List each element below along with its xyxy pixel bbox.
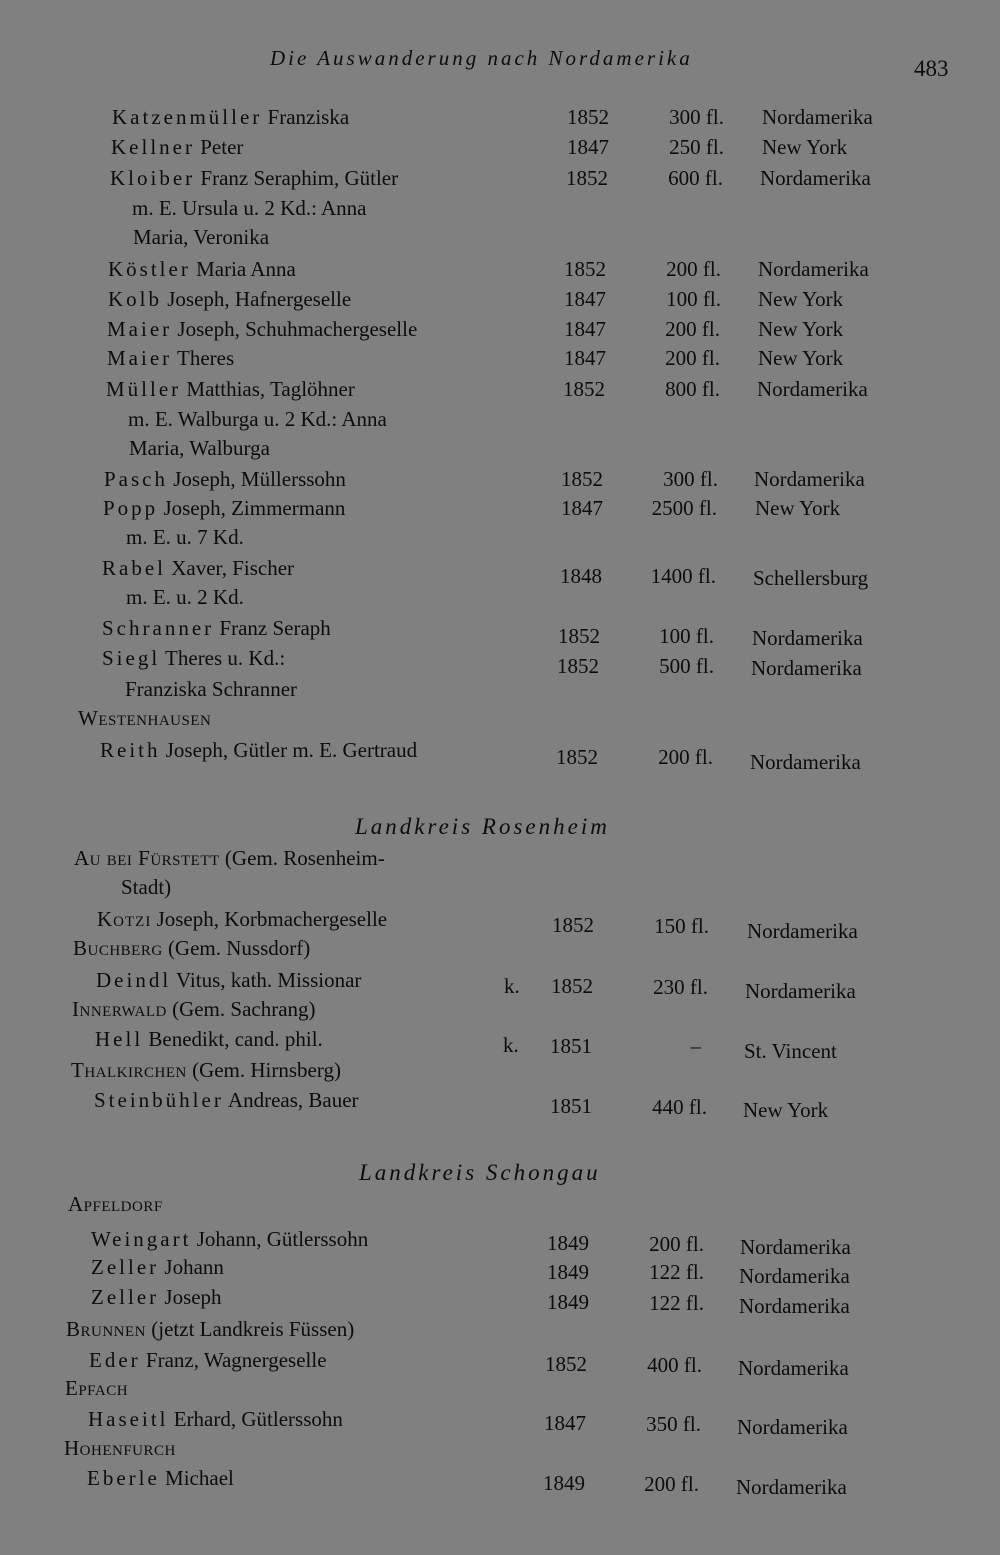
entry-amount: 230 fl. (653, 975, 708, 999)
entry-amount: 200 fl. (649, 1232, 704, 1256)
entry-amount: 200 fl. (658, 745, 713, 769)
place-heading (66, 1314, 354, 1344)
entry-details: Joseph, Gütler m. E. Gertraud (160, 738, 418, 762)
entry-surname: Katzenmüller (112, 105, 263, 129)
entry-details: Vitus, kath. Missionar (171, 968, 362, 992)
place-heading (65, 1373, 128, 1403)
entry-destination: Nordamerika (750, 750, 861, 774)
entry-amount: 350 fl. (646, 1412, 701, 1436)
entry-details: Joseph, Hafnergeselle (162, 287, 352, 311)
entry-destination: Nordamerika (758, 257, 869, 281)
entry-continuation: m. E. u. 2 Kd. (126, 585, 244, 609)
entry-year: 1849 (547, 1290, 589, 1314)
entry-year: 1852 (558, 624, 600, 648)
entry-year: 1847 (544, 1411, 586, 1435)
entry-destination: Nordamerika (751, 656, 862, 680)
entry-destination: Nordamerika (740, 1235, 851, 1259)
place-heading (64, 1433, 176, 1463)
entry-amount: 300 fl. (663, 467, 718, 491)
entry-mark: k. (503, 1033, 519, 1057)
place-heading: Westenhausen (78, 706, 212, 730)
entry-row (107, 314, 907, 344)
place-note: (Gem. Nussdorf) (162, 936, 311, 960)
entry-destination: Nordamerika (739, 1264, 850, 1288)
entry-row (111, 132, 911, 162)
entry-details: Joseph, Schuhmachergeselle (172, 317, 418, 341)
entry-year: 1847 (564, 346, 606, 370)
entry-amount: 440 fl. (652, 1095, 707, 1119)
entry-year: 1852 (561, 467, 603, 491)
entry-year: 1852 (566, 166, 608, 190)
entry-row (95, 1024, 895, 1063)
entry-surname: Eder (89, 1348, 141, 1372)
entry-destination: Nordamerika (757, 377, 868, 401)
entry-details: Matthias, Taglöhner (181, 377, 355, 401)
entry-details: Franziska (262, 105, 350, 129)
place-heading (72, 994, 316, 1024)
entry-amount: 600 fl. (668, 166, 723, 190)
entry-row (100, 735, 900, 774)
entry-destination: Nordamerika (737, 1415, 848, 1439)
place-continuation: Stadt) (121, 875, 172, 899)
entry-row (94, 1085, 894, 1122)
running-head: Die Auswanderung nach Nordamerika (270, 46, 693, 70)
entry-amount: 400 fl. (647, 1353, 702, 1377)
entry-details: Johann, Gütlerssohn (191, 1227, 369, 1251)
entry-destination: Nordamerika (762, 105, 873, 129)
entry-amount: 100 fl. (659, 624, 714, 648)
entry-surname: Schranner (102, 616, 215, 640)
entry-amount: 2500 fl. (651, 496, 717, 520)
entry-details: Franz Seraph (214, 616, 331, 640)
entry-mark: k. (504, 974, 520, 998)
entry-year: 1852 (545, 1352, 587, 1376)
entry-details: Benedikt, cand. phil. (143, 1027, 323, 1051)
entry-details: Franz Seraphim, Gütler (195, 166, 399, 190)
entry-amount: 122 fl. (649, 1260, 704, 1284)
entry-year: 1852 (564, 257, 606, 281)
entry-destination: New York (743, 1098, 829, 1122)
entry-year: 1847 (561, 496, 603, 520)
entry-year: 1852 (563, 377, 605, 401)
entry-year: 1852 (556, 745, 598, 769)
entry-row (112, 102, 912, 132)
entry-row (110, 163, 910, 193)
entry-continuation: m. E. Walburga u. 2 Kd.: Anna (128, 407, 387, 431)
entry-row (106, 374, 906, 404)
entry-row (103, 493, 903, 523)
entry-destination: Schellersburg (753, 566, 869, 590)
entry-surname: Deindl (96, 968, 172, 992)
entry-year: 1849 (547, 1231, 589, 1255)
page-number: 483 (914, 56, 949, 81)
entry-row (102, 553, 902, 590)
entry-year: 1852 (567, 105, 609, 129)
place-name: Epfach (65, 1376, 129, 1400)
entry-details: Erhard, Gütlerssohn (168, 1407, 343, 1431)
place-note: (Gem. Hirnsberg) (186, 1058, 341, 1082)
entry-year: 1849 (547, 1260, 589, 1284)
entry-surname: Köstler (108, 257, 191, 281)
place-note: (Gem. Sachrang) (166, 997, 316, 1021)
entry-destination: New York (755, 496, 841, 520)
place-heading (71, 1055, 341, 1085)
place-name: Thalkirchen (71, 1058, 187, 1082)
entry-details: Joseph, Zimmermann (158, 496, 346, 520)
entry-details: Franz, Wagnergeselle (140, 1348, 327, 1372)
entry-surname: Eberle (87, 1466, 160, 1490)
entry-continuation: m. E. Ursula u. 2 Kd.: Anna (132, 196, 367, 220)
entry-details: Joseph (159, 1285, 222, 1309)
section-title-rosenheim: Landkreis Rosenheim (355, 814, 610, 839)
entry-amount: 500 fl. (659, 654, 714, 678)
entry-continuation: Maria, Walburga (129, 436, 270, 460)
entry-destination: Nordamerika (747, 919, 858, 943)
entry-destination: Nordamerika (760, 166, 871, 190)
entry-surname: Kotzi (97, 907, 152, 931)
entry-details: Maria Anna (190, 257, 296, 281)
entry-details: Johann (159, 1255, 224, 1279)
entry-details: Theres u. Kd.: (160, 646, 286, 670)
place-name: Apfeldorf (68, 1192, 163, 1216)
entry-amount: 200 fl. (665, 346, 720, 370)
entry-surname: Zeller (91, 1255, 160, 1279)
entry-year: 1847 (564, 287, 606, 311)
entry-continuation: Maria, Veronika (133, 225, 270, 249)
entry-year: 1852 (557, 654, 599, 678)
entry-row (91, 1282, 891, 1318)
entry-year: 1852 (552, 913, 594, 937)
entry-surname: Kellner (111, 135, 195, 159)
entry-destination: New York (762, 135, 848, 159)
entry-continuation: Franziska Schranner (125, 677, 298, 701)
entry-surname: Hell (95, 1027, 144, 1051)
entry-year: 1848 (560, 564, 602, 588)
entry-destination: Nordamerika (754, 467, 865, 491)
entry-destination: Nordamerika (738, 1356, 849, 1380)
entry-destination: Nordamerika (745, 979, 856, 1003)
entry-year: 1852 (551, 974, 593, 998)
entry-amount: 150 fl. (654, 914, 709, 938)
entry-details: Joseph, Korbmachergeselle (151, 907, 388, 931)
place-note: (Gem. Rosenheim- (219, 846, 385, 870)
entry-details: Theres (172, 346, 235, 370)
entry-amount: 200 fl. (644, 1472, 699, 1496)
entry-row (107, 343, 907, 373)
place-note: (jetzt Landkreis Füssen) (146, 1317, 355, 1341)
entry-row (104, 464, 904, 494)
entry-details: Michael (159, 1466, 234, 1490)
place-heading (74, 843, 385, 873)
section-title-schongau: Landkreis Schongau (359, 1160, 601, 1185)
entry-surname: Siegl (102, 646, 161, 670)
entry-surname: Weingart (91, 1227, 192, 1251)
place-heading (73, 933, 310, 963)
entry-amount: 200 fl. (665, 317, 720, 341)
entry-row (108, 284, 908, 314)
entry-row (102, 613, 902, 650)
entry-amount: 100 fl. (666, 287, 721, 311)
entry-surname: Haseitl (88, 1407, 169, 1431)
entry-year: 1847 (564, 317, 606, 341)
entry-row (87, 1463, 887, 1499)
entry-amount: – (690, 1034, 701, 1058)
entry-surname: Steinbühler (94, 1088, 224, 1112)
place-heading (68, 1189, 163, 1219)
entry-details: Joseph, Müllerssohn (168, 467, 346, 491)
entry-row (89, 1345, 889, 1380)
place-name: Innerwald (72, 997, 167, 1021)
entry-destination: New York (758, 346, 844, 370)
entry-destination: Nordamerika (739, 1294, 850, 1318)
entry-destination: New York (758, 317, 844, 341)
entry-amount: 200 fl. (666, 257, 721, 281)
entry-destination: Nordamerika (752, 626, 863, 650)
entry-row (108, 254, 908, 284)
entry-row (102, 643, 902, 680)
entry-amount: 800 fl. (665, 377, 720, 401)
entry-amount: 1400 fl. (650, 564, 716, 588)
entry-year: 1847 (567, 135, 609, 159)
entry-surname: Müller (106, 377, 182, 401)
entry-surname: Rabel (102, 556, 166, 580)
entry-row (96, 965, 896, 1003)
place-name: Au bei Fürstett (74, 846, 220, 870)
entry-surname: Popp (103, 496, 159, 520)
place-name: Brunnen (66, 1317, 147, 1341)
entry-amount: 122 fl. (649, 1291, 704, 1315)
entry-surname: Zeller (91, 1285, 160, 1309)
entry-surname: Maier (107, 346, 173, 370)
entry-surname: Kloiber (110, 166, 196, 190)
entry-destination: New York (758, 287, 844, 311)
entry-row (91, 1224, 891, 1259)
entry-year: 1849 (543, 1471, 585, 1495)
entry-surname: Maier (107, 317, 173, 341)
entry-year: 1851 (550, 1034, 592, 1058)
entry-destination: Nordamerika (736, 1475, 847, 1499)
entry-destination: St. Vincent (744, 1039, 837, 1063)
entry-continuation: m. E. u. 7 Kd. (126, 525, 244, 549)
place-name: Buchberg (73, 936, 163, 960)
entry-surname: Pasch (104, 467, 168, 491)
entry-details: Xaver, Fischer (165, 556, 295, 580)
entry-row (91, 1252, 891, 1288)
entry-details: Andreas, Bauer (223, 1088, 359, 1112)
entry-amount: 300 fl. (669, 105, 724, 129)
entry-row (88, 1404, 888, 1439)
entry-details: Peter (194, 135, 244, 159)
entry-amount: 250 fl. (669, 135, 724, 159)
place-name: Hohenfurch (64, 1436, 176, 1460)
entry-surname: Reith (100, 738, 161, 762)
entry-year: 1851 (550, 1094, 592, 1118)
entry-surname: Kolb (108, 287, 162, 311)
entry-row (97, 904, 897, 943)
